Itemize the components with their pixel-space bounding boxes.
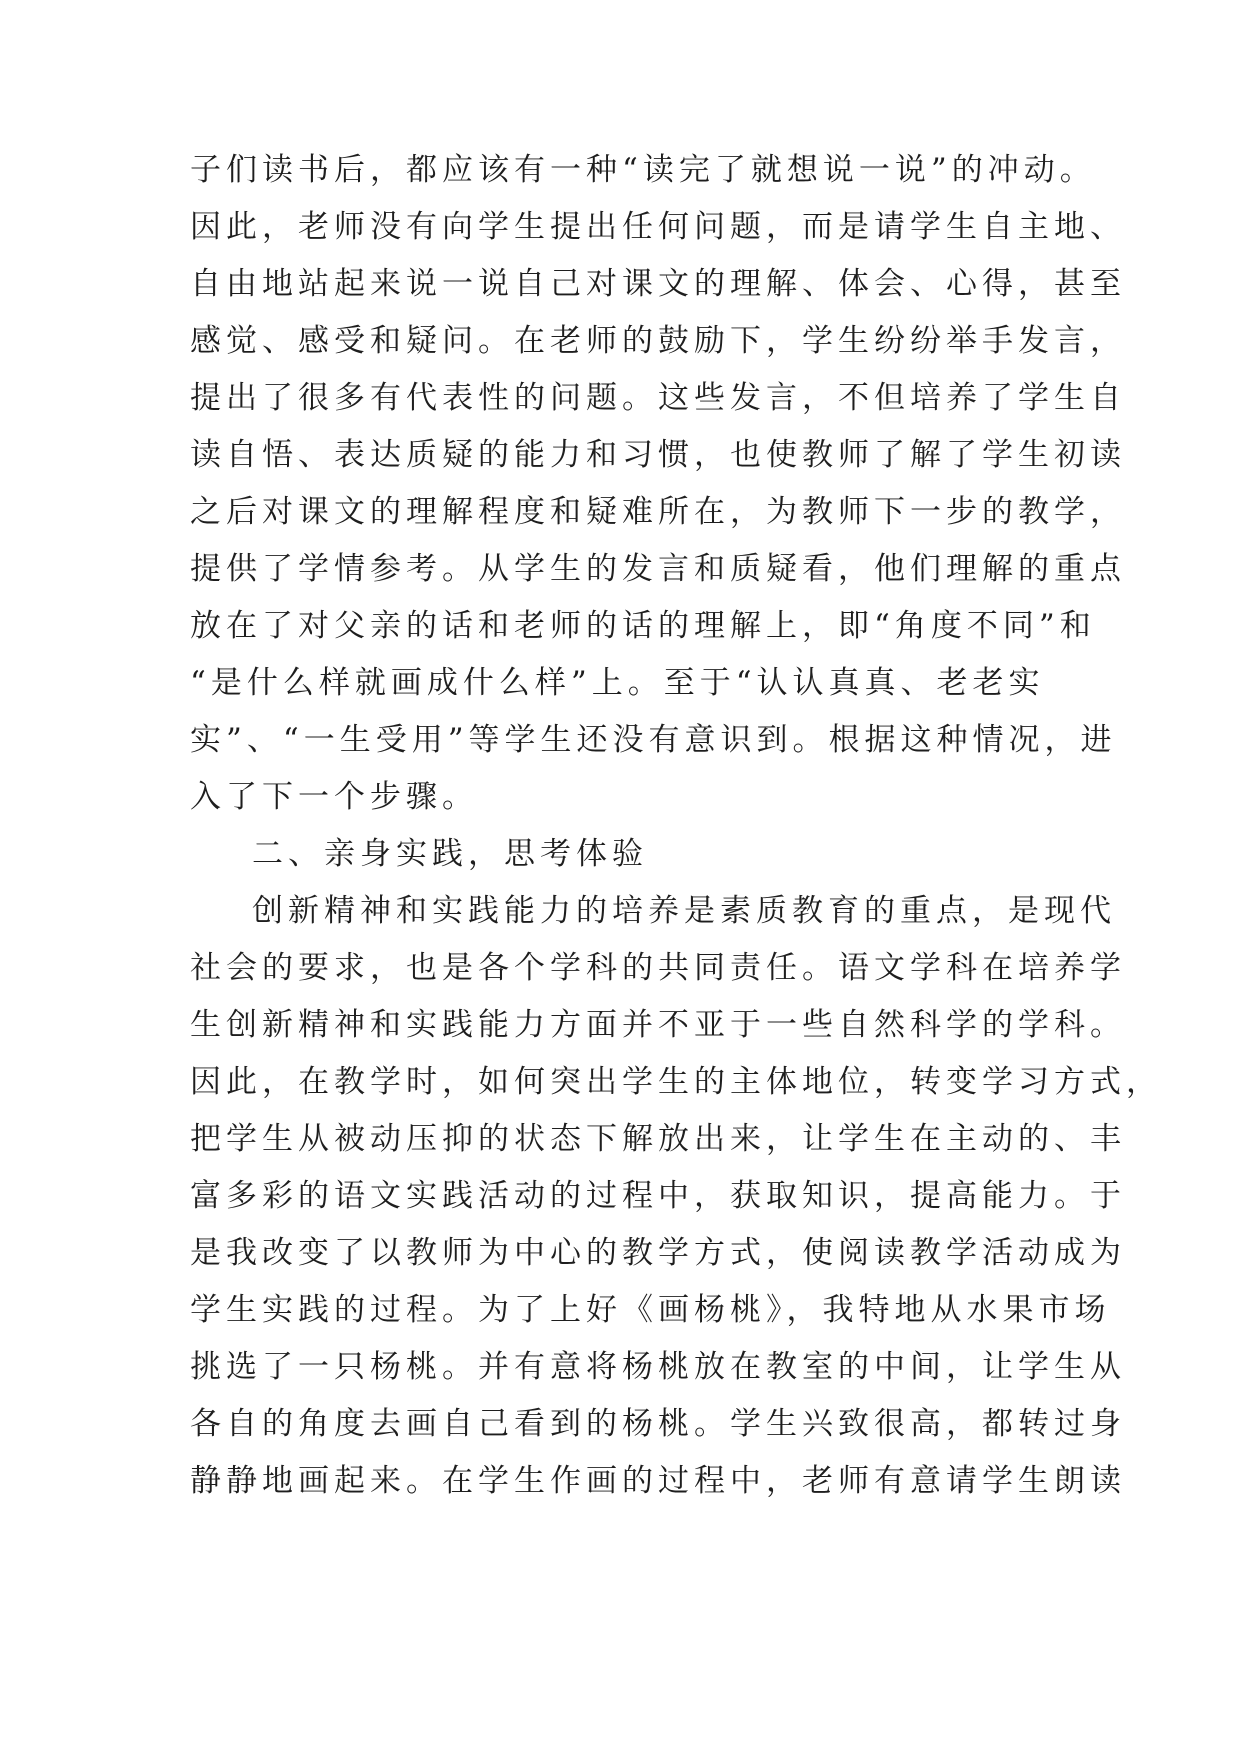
text-line: 提供了学情参考。从学生的发言和质疑看，他们理解的重点 — [190, 551, 1126, 587]
text-line: 感觉、感受和疑问。在老师的鼓励下，学生纷纷举手发言， — [190, 323, 1126, 359]
text-line: 入了下一个步骤。 — [190, 779, 478, 815]
text-line: 子们读书后，都应该有一种“读完了就想说一说”的冲动。 — [190, 152, 1096, 188]
text-line: 挑选了一只杨桃。并有意将杨桃放在教室的中间，让学生从 — [190, 1349, 1126, 1385]
text-line: 学生实践的过程。为了上好《画杨桃》，我特地从水果市场 — [190, 1292, 1111, 1328]
text-line: 实”、“一生受用”等学生还没有意识到。根据这种情况，进 — [190, 722, 1117, 758]
text-line: 读自悟、表达质疑的能力和习惯，也使教师了解了学生初读 — [190, 437, 1126, 473]
text-line: 因此，在教学时，如何突出学生的主体地位，转变学习方式， — [190, 1064, 1162, 1100]
text-line: 社会的要求，也是各个学科的共同责任。语文学科在培养学 — [190, 950, 1126, 986]
text-line: 提出了很多有代表性的问题。这些发言，不但培养了学生自 — [190, 380, 1126, 416]
text-line: “是什么样就画成什么样”上。至于“认认真真、老老实 — [190, 665, 1045, 701]
section-heading: 二、亲身实践，思考体验 — [252, 836, 648, 872]
text-line: 放在了对父亲的话和老师的话的理解上，即“角度不同”和 — [190, 608, 1096, 644]
text-line: 创新精神和实践能力的培养是素质教育的重点，是现代 — [252, 893, 1116, 929]
text-line: 因此，老师没有向学生提出任何问题，而是请学生自主地、 — [190, 209, 1126, 245]
text-line: 是我改变了以教师为中心的教学方式，使阅读教学活动成为 — [190, 1235, 1126, 1271]
text-line: 之后对课文的理解程度和疑难所在，为教师下一步的教学， — [190, 494, 1126, 530]
text-line: 富多彩的语文实践活动的过程中，获取知识，提高能力。于 — [190, 1178, 1126, 1214]
text-line: 把学生从被动压抑的状态下解放出来，让学生在主动的、丰 — [190, 1121, 1126, 1157]
text-line: 生创新精神和实践能力方面并不亚于一些自然科学的学科。 — [190, 1007, 1126, 1043]
text-line: 各自的角度去画自己看到的杨桃。学生兴致很高，都转过身 — [190, 1406, 1126, 1442]
text-line: 静静地画起来。在学生作画的过程中，老师有意请学生朗读 — [190, 1463, 1126, 1499]
text-line: 自由地站起来说一说自己对课文的理解、体会、心得，甚至 — [190, 266, 1126, 302]
